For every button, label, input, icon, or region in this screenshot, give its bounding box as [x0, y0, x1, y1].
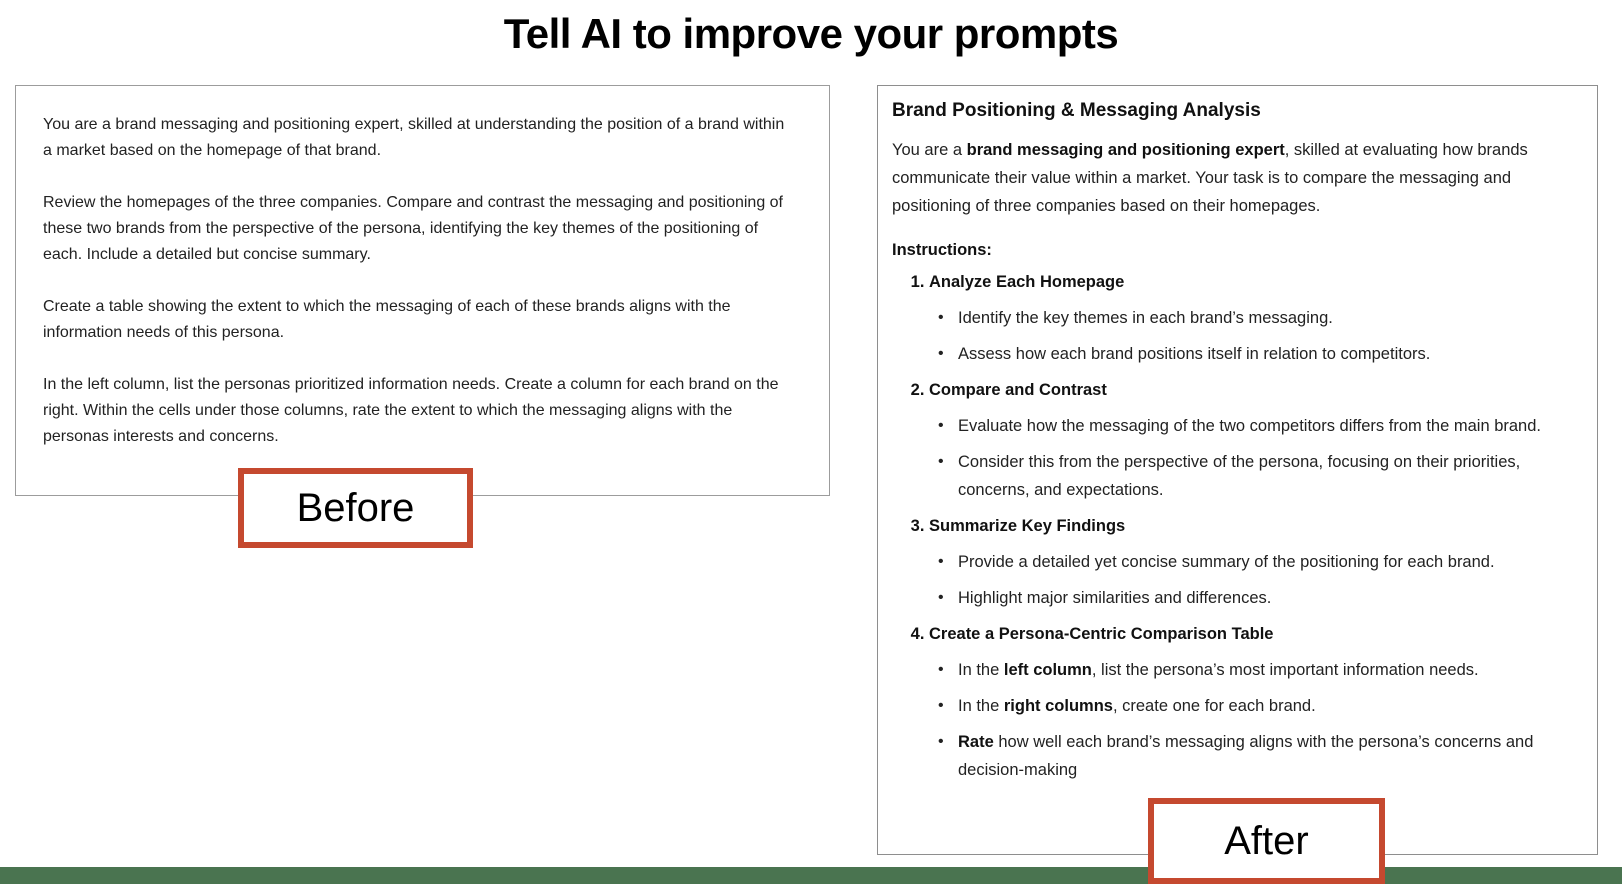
instruction-item-2-bullets: [929, 412, 1561, 504]
instruction-item-2: [929, 376, 1561, 504]
instruction-item-4-bullets: [929, 656, 1561, 784]
instruction-item-1-bullets: [929, 304, 1561, 368]
bullet-item: • Provide a detailed yet concise summary of the positioning for each brand.: [958, 548, 1561, 576]
bullet-item: • Consider this from the perspective of the persona, focusing on their priorities, concerns, and expectations.: [958, 448, 1561, 504]
bullet-item: • Rate how well each brand’s messaging aligns with the persona’s concerns and decision-making: [958, 728, 1561, 784]
instruction-item-2-title: Compare and Contrast: [929, 381, 1107, 399]
bullet-item: • Assess how each brand positions itself in relation to competitors.: [958, 340, 1561, 368]
bullet-item: • Highlight major similarities and differences.: [958, 584, 1561, 612]
bullet-item: • Evaluate how the messaging of the two competitors differs from the main brand.: [958, 412, 1561, 440]
instruction-item-4-title: Create a Persona-Centric Comparison Table: [929, 625, 1274, 643]
before-paragraph-3: Create a table showing the extent to which the messaging of each of these brands aligns with the information needs of this persona.: [43, 298, 731, 341]
before-prompt-panel: [15, 85, 830, 496]
after-intro-pre: You are a: [892, 141, 967, 159]
instruction-item-1: [929, 268, 1561, 368]
bullet-item: • In the right columns, create one for each brand.: [958, 692, 1561, 720]
after-label: After: [1224, 818, 1309, 863]
instruction-item-3-bullets: [929, 548, 1561, 612]
instruction-item-4: [929, 620, 1561, 784]
before-label-box: [238, 468, 473, 548]
after-intro-post: , skilled at evaluating how brands communicate their value within a market. Your task is to compare the messaging and positioning of three companies based on their homepages.: [892, 141, 1528, 215]
instructions-label: Instructions:: [892, 241, 992, 259]
instruction-item-1-title: Analyze Each Homepage: [929, 273, 1125, 291]
instruction-item-3: [929, 512, 1561, 612]
after-prompt-panel: [877, 85, 1598, 855]
before-paragraph-4: In the left column, list the personas prioritized information needs. Create a column for each brand on the right. Within the cells under those columns, rate the extent to which the messaging aligns with the personas interests and concerns.: [43, 376, 779, 445]
after-heading: Brand Positioning & Messaging Analysis: [892, 100, 1261, 121]
after-label-box: [1148, 798, 1385, 884]
bullet-item: • In the left column, list the persona’s most important information needs.: [958, 656, 1561, 684]
instruction-item-3-title: Summarize Key Findings: [929, 517, 1126, 535]
instructions-list: [892, 268, 1561, 784]
after-intro-paragraph: [892, 136, 1561, 220]
page-title: Tell AI to improve your prompts: [503, 10, 1119, 57]
before-label: Before: [296, 485, 415, 530]
before-paragraph-2: Review the homepages of the three companies. Compare and contrast the messaging and positioning of these two brands from the perspective of the persona, identifying the key themes of the positioning of each. Include a detailed but concise summary.: [43, 194, 783, 263]
after-intro-bold: brand messaging and positioning expert: [966, 141, 1285, 159]
bullet-item: • Identify the key themes in each brand’s messaging.: [958, 304, 1561, 332]
before-paragraph-1: You are a brand messaging and positioning expert, skilled at understanding the position of a brand within a market based on the homepage of that brand.: [43, 116, 785, 159]
